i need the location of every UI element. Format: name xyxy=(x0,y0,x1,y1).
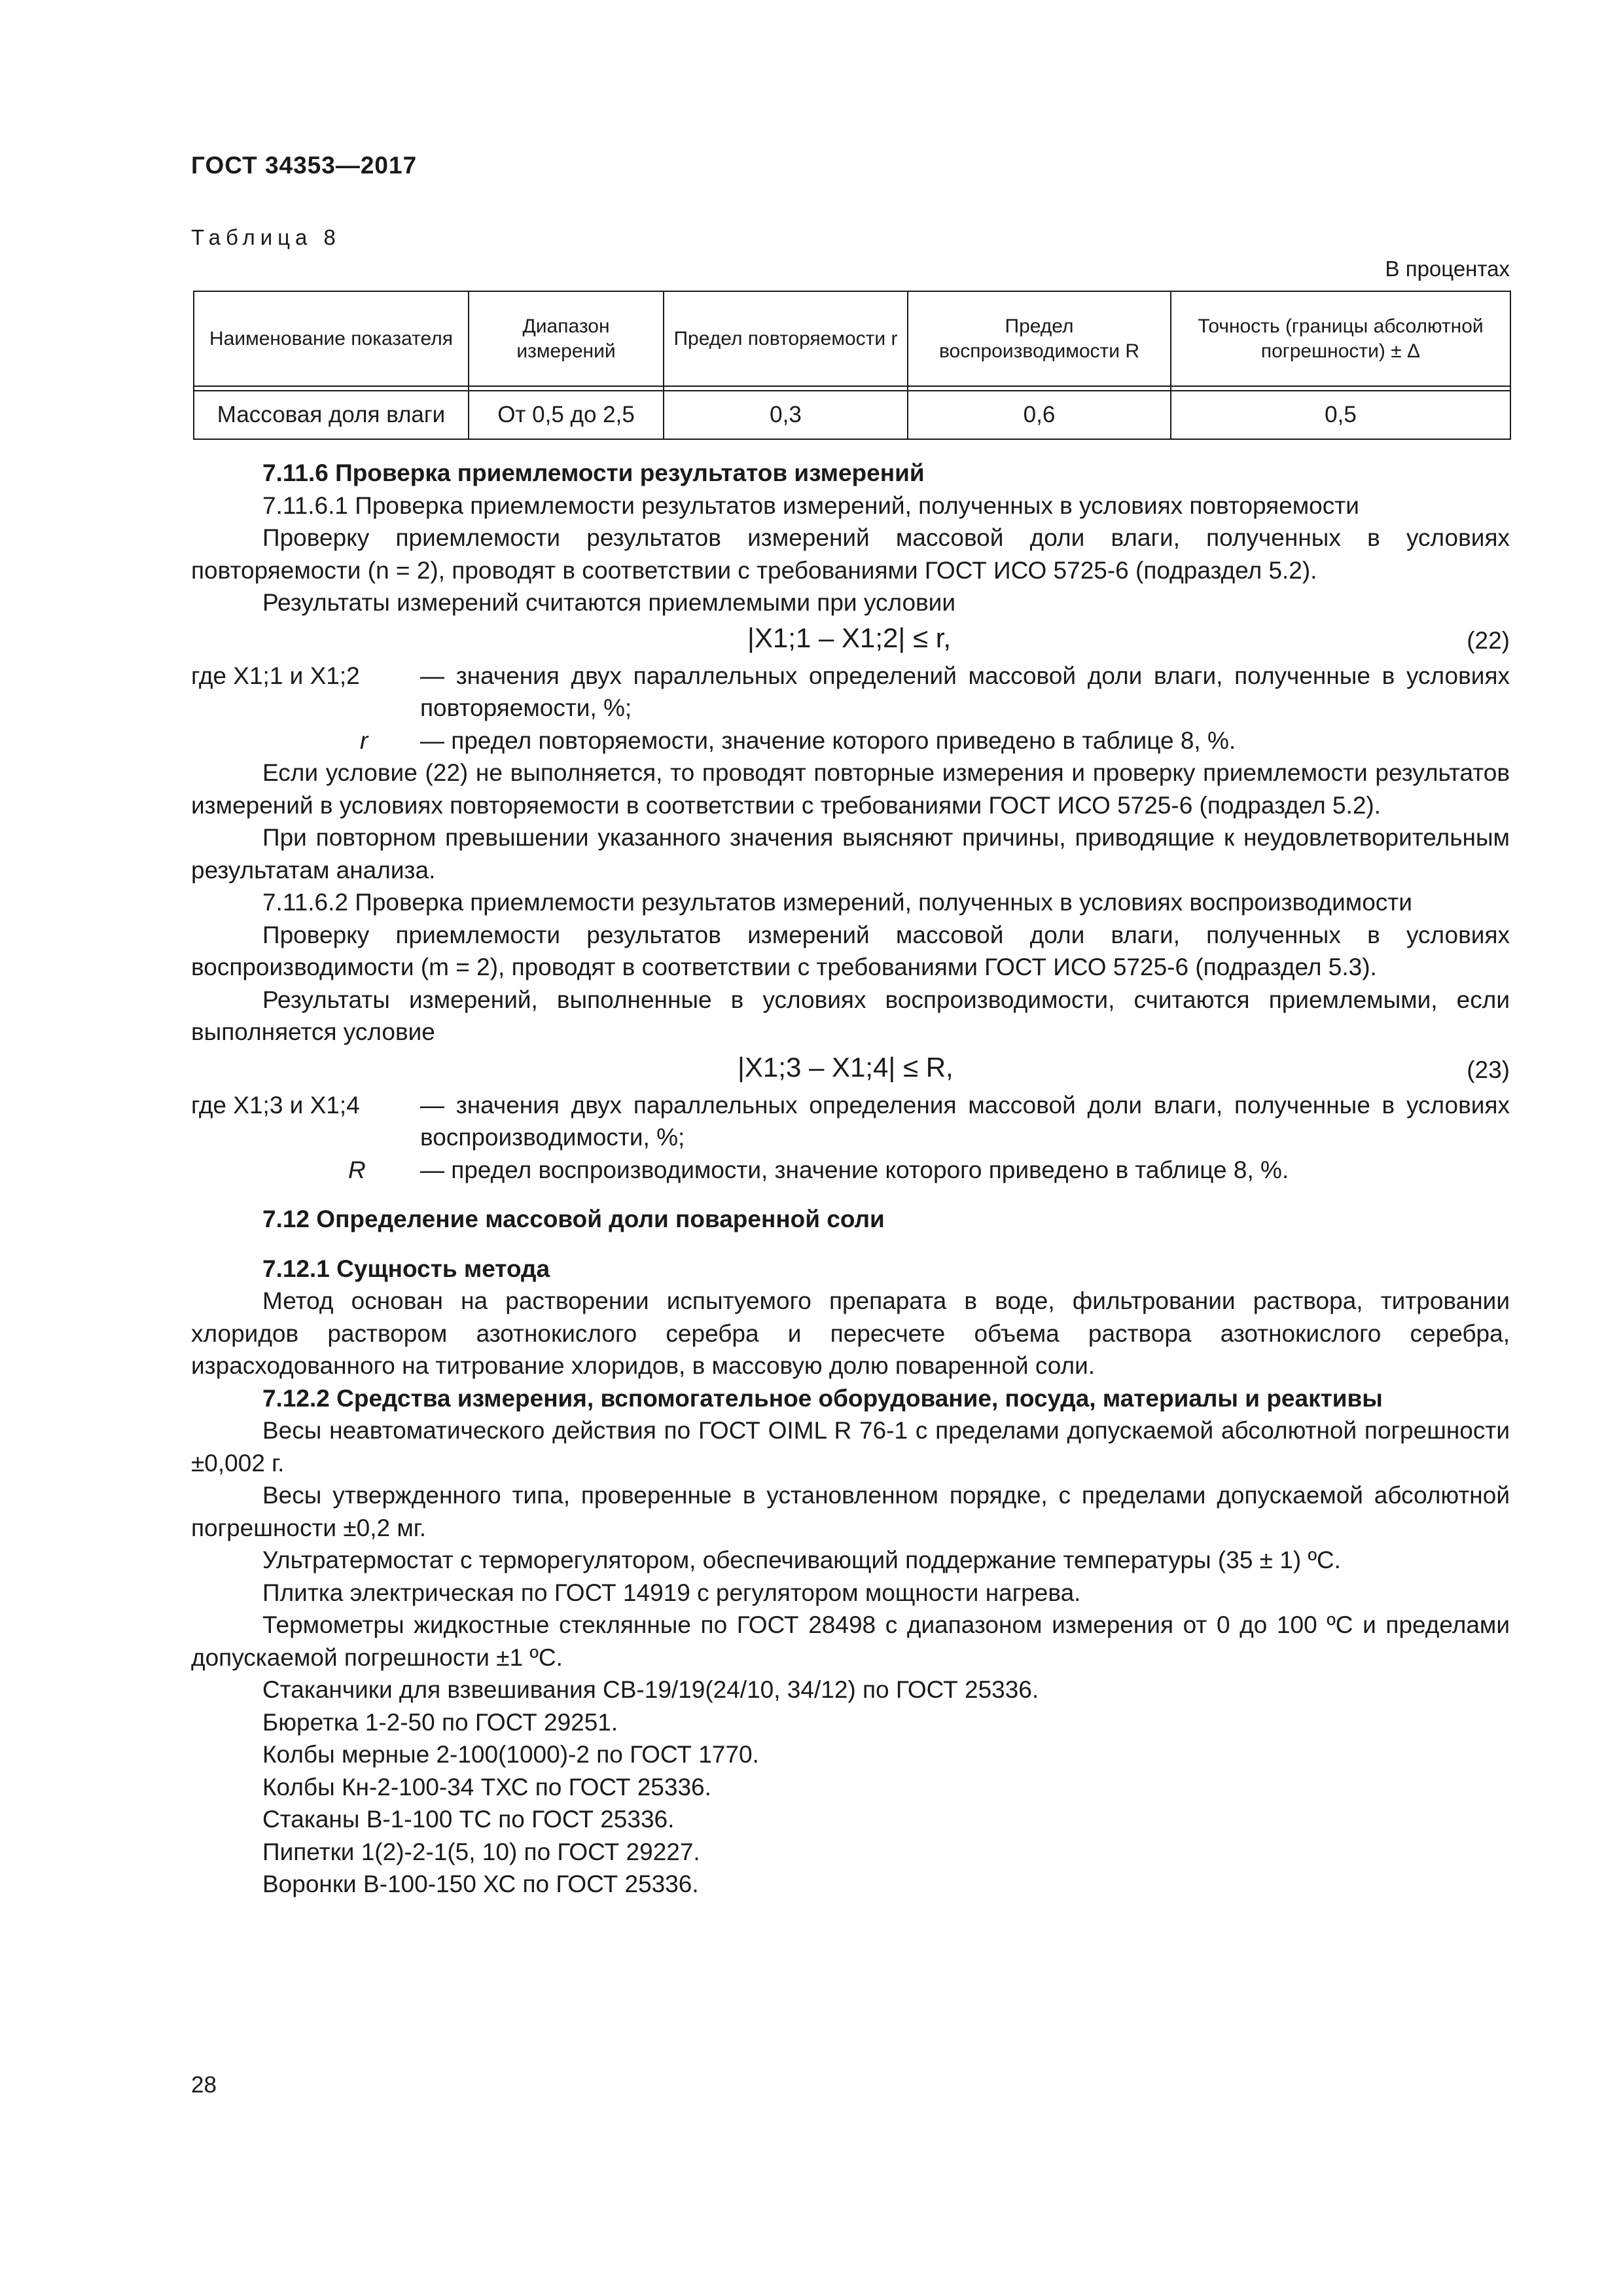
table-units: В процентах xyxy=(1385,257,1510,281)
equipment-item: Воронки В-100-150 ХС по ГОСТ 25336. xyxy=(262,1871,699,1897)
legend-symbol: r xyxy=(360,726,368,754)
data-table xyxy=(193,291,1511,440)
table-cell: От 0,5 до 2,5 xyxy=(469,391,664,439)
table-cell: Массовая доля влаги xyxy=(194,391,469,439)
formula-number: (22) xyxy=(1467,626,1510,654)
equipment-item: Колбы мерные 2-100(1000)-2 по ГОСТ 1770. xyxy=(262,1741,759,1768)
subsection-title: 7.11.6.2 Проверка приемлемости результатов измерений, полученных в условиях воспроизводимости xyxy=(262,889,1412,916)
formula-number: (23) xyxy=(1467,1056,1510,1083)
equipment-item: Ультратермостат с терморегулятором, обеспечивающий поддержание температуры (35 ± 1) ºС. xyxy=(262,1547,1341,1573)
page-number: 28 xyxy=(191,2072,217,2098)
legend-symbol: где X1;3 и X1;4 xyxy=(191,1091,360,1119)
formula-22 xyxy=(191,619,1510,660)
paragraph: Если условие (22) не выполняется, то проводят повторные измерения и проверку приемлемости результатов измерений в условиях повторяемости в соответствии с требованиями ГОСТ ИСО 5725-6 (подраздел 5.2). xyxy=(191,759,1510,819)
table-header-cell: Диапазон измерений xyxy=(469,291,664,386)
legend-entry xyxy=(191,1154,1510,1187)
formula-23 xyxy=(191,1049,1510,1089)
subsection-title: 7.11.6.1 Проверка приемлемости результатов измерений, полученных в условиях повторяемости xyxy=(262,492,1359,519)
subsection-heading: 7.12.1 Сущность метода xyxy=(262,1255,550,1282)
document-body xyxy=(191,457,1510,1901)
paragraph: Результаты измерений, выполненные в условиях воспроизводимости, считаются приемлемыми, если выполняется условие xyxy=(191,986,1510,1045)
legend-text: — значения двух параллельных определения массовой доли влаги, полученные в условиях воспроизводимости, %; xyxy=(420,1091,1510,1151)
paragraph: Результаты измерений считаются приемлемыми при условии xyxy=(262,589,956,616)
section-heading: 7.12 Определение массовой доли поваренной соли xyxy=(262,1206,885,1232)
equipment-item: Бюретка 1-2-50 по ГОСТ 29251. xyxy=(262,1708,618,1736)
equipment-item: Плитка электрическая по ГОСТ 14919 с регулятором мощности нагрева. xyxy=(262,1579,1081,1606)
equipment-item: Колбы Кн-2-100-34 ТХС по ГОСТ 25336. xyxy=(262,1773,711,1801)
formula-expression: |X1;3 – X1;4| ≤ R, xyxy=(738,1051,954,1083)
table-cell: 0,5 xyxy=(1171,391,1510,439)
equipment-item: Весы утвержденного типа, проверенные в установленном порядке, с пределами допускаемой абсолютной погрешности ±0,2 мг. xyxy=(191,1482,1510,1541)
legend-entry xyxy=(191,660,1510,725)
section-heading: 7.11.6 Проверка приемлемости результатов измерений xyxy=(262,459,925,486)
equipment-item: Пипетки 1(2)-2-1(5, 10) по ГОСТ 29227. xyxy=(262,1838,700,1865)
table-cell: 0,6 xyxy=(908,391,1171,439)
equipment-item: Весы неавтоматического действия по ГОСТ OIML R 76-1 с пределами допускаемой абсолютной погрешности ±0,002 г. xyxy=(191,1417,1510,1477)
equipment-item: Термометры жидкостные стеклянные по ГОСТ 28498 с диапазоном измерения от 0 до 100 ºС и пределами допускаемой погрешности ±1 ºС. xyxy=(191,1611,1510,1671)
legend-symbol: где X1;1 и X1;2 xyxy=(191,662,360,689)
equipment-item: Стаканы В-1-100 ТС по ГОСТ 25336. xyxy=(262,1806,675,1833)
paragraph: Проверку приемлемости результатов измерений массовой доли влаги, полученных в условиях повторяемости (n = 2), проводят в соответствии с требованиями ГОСТ ИСО 5725-6 (подраздел 5.2). xyxy=(191,524,1510,584)
table-cell: 0,3 xyxy=(664,391,908,439)
paragraph: Проверку приемлемости результатов измерений массовой доли влаги, полученных в условиях воспроизводимости (m = 2), проводят в соответствии с требованиями ГОСТ ИСО 5725-6 (подраздел 5.3). xyxy=(191,921,1510,980)
table-row xyxy=(194,391,1510,439)
subsection-heading: 7.12.2 Средства измерения, вспомогательное оборудование, посуда, материалы и реактивы xyxy=(262,1384,1383,1412)
table-header-cell: Наименование показателя xyxy=(194,291,469,386)
legend-symbol: R xyxy=(348,1156,366,1183)
formula-expression: |X1;1 – X1;2| ≤ r, xyxy=(747,622,952,653)
standard-code: ГОСТ 34353—2017 xyxy=(191,152,418,179)
legend-entry xyxy=(191,725,1510,757)
legend-entry xyxy=(191,1089,1510,1154)
table-label: Таблица 8 xyxy=(191,225,341,249)
table-header-cell: Точность (границы абсолютной погрешности) ± Δ xyxy=(1171,291,1510,386)
legend-text: — значения двух параллельных определений массовой доли влаги, полученные в условиях повторяемости, %; xyxy=(420,662,1510,721)
paragraph: Метод основан на растворении испытуемого препарата в воде, фильтровании раствора, титровании хлоридов раствором азотнокислого серебра и пересчете объема раствора азотнокислого серебра, израсходованного на титрование хлоридов, в массовую долю поваренной соли. xyxy=(191,1287,1510,1379)
table-header-cell: Предел воспроизводимости R xyxy=(908,291,1171,386)
legend-text: — предел повторяемости, значение которого приведено в таблице 8, %. xyxy=(420,726,1236,754)
table-header-row xyxy=(194,291,1510,386)
table-header-cell: Предел повторяемости r xyxy=(664,291,908,386)
legend-text: — предел воспроизводимости, значение которого приведено в таблице 8, %. xyxy=(420,1156,1289,1183)
equipment-item: Стаканчики для взвешивания СВ-19/19(24/10, 34/12) по ГОСТ 25336. xyxy=(262,1676,1039,1703)
paragraph: При повторном превышении указанного значения выясняют причины, приводящие к неудовлетворительным результатам анализа. xyxy=(191,824,1510,884)
